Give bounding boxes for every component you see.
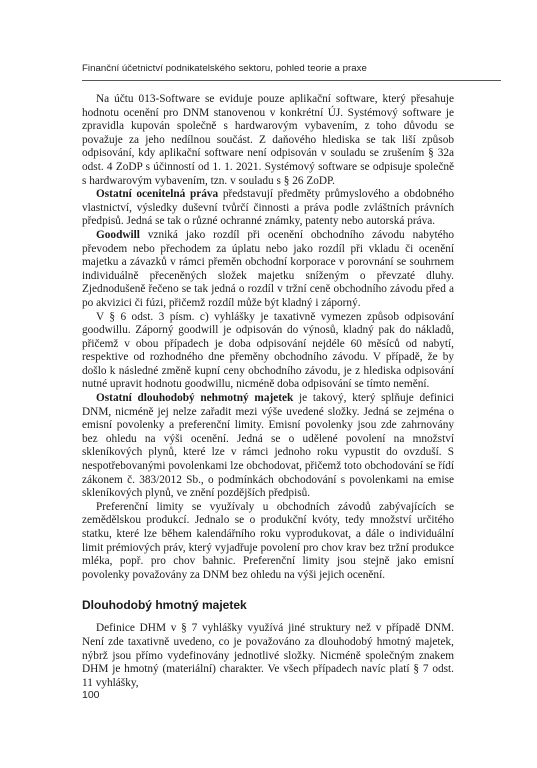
section-heading: Dlouhodobý hmotný majetek	[82, 598, 247, 613]
paragraph-ostatni-dnm	[82, 392, 454, 501]
paragraph-goodwill	[82, 229, 454, 311]
header-rule	[82, 80, 501, 81]
paragraph-odpisovani-goodwillu	[82, 311, 454, 393]
paragraph-text: představují předměty průmyslového a obdobného vlastnictví, výsledky duševní tvůrčí činnosti a práva podle zvláštních právních předpisů. Jedná se tak o různé ochranné známky, patenty nebo autorská práva.	[82, 188, 454, 228]
paragraph-lead: Goodwill	[96, 228, 140, 241]
running-header: Finanční účetnictví podnikatelského sektoru, pohled teorie a praxe	[82, 63, 367, 74]
paragraph-lead: Ostatní dlouhodobý nehmotný majetek	[96, 392, 294, 405]
paragraph-text: V § 6 odst. 3 písm. c) vyhlášky je taxativně vymezen způsob odpisování goodwillu. Záporný goodwill je odpisován do výnosů, kladný pak do nákladů, přičemž v obou případech je doba odpisování nejdéle 60 měsíců od nabytí, respektive od rozhodného dne přeměny obchodního závodu. V případě, že by došlo k následné změně kupní ceny obchodního závodu, je z hlediska odpisování nutné upravit hodnotu goodwillu, nicméně doba odpisování se tímto nemění.	[82, 310, 454, 391]
paragraph-text: Na účtu 013-Software se eviduje pouze aplikační software, který přesahuje hodnotu ocenění pro DNM stanovenou v konkrétní ÚJ. Systémový software je zpravidla kupován společně s hardwarovým vybavením, z toho důvodu se považuje za jeho nedílnou součást. Z daňového hlediska se tak liší způsob odpisování, kdy aplikační software není odpisován v souladu se zrušením § 32a odst. 4 ZoDP s účinností od 1. 1. 2021. Systémový software se odpisuje společně s hardwarovým vybavením, tzn. v souladu s § 26 ZoDP.	[82, 93, 454, 187]
paragraph-preferencni-limity	[82, 501, 454, 583]
paragraph-text: vzniká jako rozdíl při ocenění obchodního závodu nabytého převodem nebo přechodem za úplatu nebo jako rozdíl při vkladu či ocenění majetku a závazků v rámci přeměn obchodní korporace v porovnání se souhrnem individuálně přeceněných složek majetku sníženým o převzaté dluhy. Zjednodušeně řečeno se tak jedná o rozdíl v tržní ceně obchodního závodu před a po akvizici či fúzi, přičemž rozdíl může být kladný i záporný.	[82, 228, 454, 309]
page-number: 100	[82, 689, 100, 701]
body-text	[82, 93, 454, 690]
paragraph-ostatni-ocenitelna-prava	[82, 188, 454, 229]
paragraph-text: Preferenční limity se využívaly u obchodních závodů zabývajících se zemědělskou produkcí. Jednalo se o produkční kvóty, tedy množství určitého statku, které lze během kalendářního roku vyprodukovat, a dále o individuální limit prémiových práv, který vyjadřuje povolení pro chov krav bez tržní produkce mléka, popř. pro chov bahnic. Preferenční limity jsou stejně jako emisní povolenky považovány za DNM bez ohledu na výši jejich ocenění.	[82, 500, 454, 581]
paragraph-text: je takový, který splňuje definici DNM, nicméně jej nelze zařadit mezi výše uvedené složky. Jedná se zejména o emisní povolenky a preferenční limity. Emisní povolenky jsou zde zahrnovány bez ohledu na výši ocenění. Jedná se o udělené povolení na množství skleníkových plynů, které lze v rámci jednoho roku vypustit do ovzduší. S nespotřebovanými povolenkami lze obchodovat, přičemž toto obchodování se řídí zákonem č. 383/2012 Sb., o podmínkách obchodování s povolenkami na emise skleníkových plynů, ve znění pozdějších předpisů.	[82, 392, 454, 500]
paragraph-lead: Ostatní ocenitelná práva	[96, 188, 219, 201]
paragraph-definice-dhm: Definice DHM v § 7 vyhlášky využívá jiné struktury než v případě DNM. Není zde taxativně uvedeno, co je považováno za dlouhodobý hmotný majetek, nýbrž jsou přímo vydefinovány jednotlivé složky. Nicméně společným znakem DHM je hmotný (materiální) charakter. Ve všech případech navíc platí § 7 odst. 11 vyhlášky,	[82, 622, 454, 689]
paragraph-software	[82, 93, 454, 188]
